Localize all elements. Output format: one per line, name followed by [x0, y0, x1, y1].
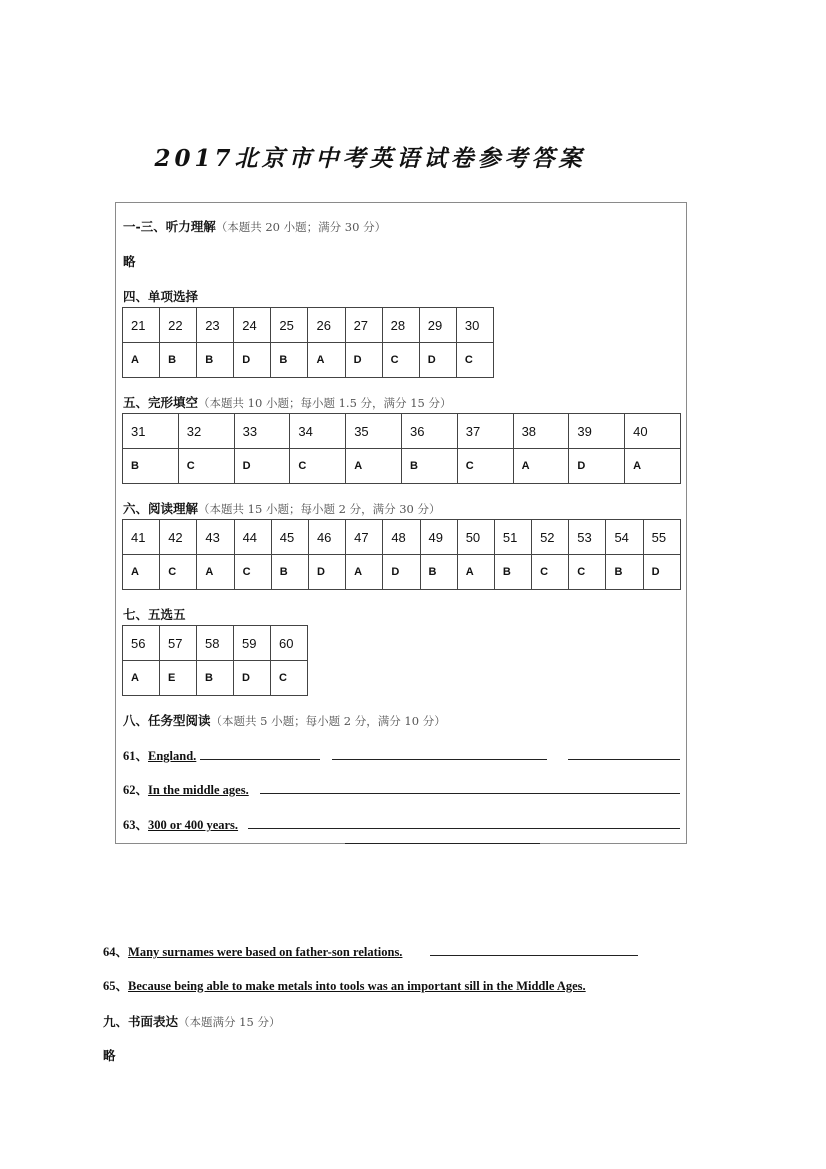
section-writing-note: （本题满分 15 分）: [178, 1015, 281, 1029]
answer-key-cell: D: [383, 555, 420, 590]
section-task-reading-note: （本题共 5 小题；每小题 2 分，满分 10 分）: [210, 714, 446, 728]
answer-key-cell: B: [123, 449, 179, 484]
section-listening-note: （本题共 20 小题；满分 30 分）: [215, 220, 387, 234]
answer-key-row: [123, 343, 494, 378]
answer-key-cell: D: [569, 449, 625, 484]
answer-key-cell: C: [290, 449, 346, 484]
section-single-choice-heading: 四、单项选择: [123, 289, 199, 304]
answer-label: 65、: [103, 979, 129, 993]
answer-key-cell: A: [123, 343, 160, 378]
question-number-cell: 31: [123, 414, 179, 449]
section-cloze-title: 五、完形填空: [123, 395, 199, 410]
question-number-cell: 22: [160, 308, 197, 343]
question-number-cell: 59: [234, 626, 271, 661]
question-number-cell: 56: [123, 626, 160, 661]
question-number-cell: 39: [569, 414, 625, 449]
answer-key-cell: A: [346, 555, 383, 590]
question-number-cell: 45: [271, 520, 308, 555]
answer-key-row: [123, 555, 681, 590]
question-number-row: [123, 626, 308, 661]
question-number-cell: 21: [123, 308, 160, 343]
section-listening-body: 略: [123, 254, 136, 269]
answer-62: [123, 780, 249, 798]
answer-key-cell: B: [420, 555, 457, 590]
question-number-cell: 49: [420, 520, 457, 555]
reading-table: [122, 519, 681, 590]
section-cloze-note: （本题共 10 小题；每小题 1.5 分，满分 15 分）: [198, 396, 452, 410]
question-number-cell: 60: [271, 626, 308, 661]
answer-63: [123, 815, 238, 833]
section-reading-heading: [123, 499, 441, 517]
question-number-cell: 38: [513, 414, 569, 449]
question-number-cell: 46: [308, 520, 345, 555]
answer-underline: [260, 793, 680, 794]
answer-key-cell: A: [457, 555, 494, 590]
answer-underline: [332, 759, 547, 760]
answer-key-cell: D: [419, 343, 456, 378]
question-number-cell: 30: [456, 308, 493, 343]
answer-key-cell: B: [197, 343, 234, 378]
answer-key-cell: C: [382, 343, 419, 378]
question-number-row: [123, 308, 494, 343]
answer-key-cell: C: [234, 555, 271, 590]
answer-key-cell: B: [606, 555, 643, 590]
answer-text: Because being able to make metals into tools was an important sill in the Middle Ages.: [128, 979, 586, 993]
answer-key-cell: D: [308, 555, 345, 590]
answer-65: [103, 976, 586, 994]
answer-key-cell: C: [569, 555, 606, 590]
question-number-cell: 23: [197, 308, 234, 343]
question-number-cell: 50: [457, 520, 494, 555]
question-number-cell: 34: [290, 414, 346, 449]
answer-key-cell: C: [178, 449, 234, 484]
answer-underline: [568, 759, 680, 760]
answer-key-cell: A: [123, 661, 160, 696]
question-number-cell: 36: [401, 414, 457, 449]
answer-key-cell: B: [494, 555, 531, 590]
answer-key-row: [123, 449, 681, 484]
question-number-row: [123, 414, 681, 449]
question-number-cell: 41: [123, 520, 160, 555]
answer-key-cell: C: [532, 555, 569, 590]
answer-key-cell: A: [513, 449, 569, 484]
answer-label: 64、: [103, 945, 129, 959]
section-writing-title: 九、书面表达: [103, 1014, 179, 1029]
question-number-cell: 25: [271, 308, 308, 343]
answer-64: [103, 942, 402, 960]
answer-label: 63、: [123, 818, 149, 832]
question-number-cell: 26: [308, 308, 345, 343]
question-number-cell: 52: [532, 520, 569, 555]
answer-61: [123, 746, 196, 764]
section-listening-heading: [123, 217, 386, 235]
answer-text: In the middle ages.: [148, 783, 249, 797]
answer-underline: [200, 759, 320, 760]
section-task-reading-title: 八、任务型阅读: [123, 713, 211, 728]
answer-key-cell: A: [625, 449, 681, 484]
answer-key-cell: C: [456, 343, 493, 378]
question-number-cell: 33: [234, 414, 290, 449]
answer-underline: [248, 828, 680, 829]
answer-key-cell: D: [234, 449, 290, 484]
answer-key-cell: B: [271, 343, 308, 378]
section-writing-body: 略: [103, 1048, 116, 1063]
answer-key-cell: B: [401, 449, 457, 484]
answer-key-cell: D: [234, 661, 271, 696]
section-cloze-heading: [123, 393, 452, 411]
section-reading-note: （本题共 15 小题；每小题 2 分，满分 30 分）: [198, 502, 441, 516]
section-five-choice-heading: 七、五选五: [123, 607, 186, 622]
answer-key-cell: D: [643, 555, 680, 590]
answer-key-cell: D: [345, 343, 382, 378]
answer-text: England.: [148, 749, 197, 763]
question-number-cell: 51: [494, 520, 531, 555]
question-number-cell: 42: [160, 520, 197, 555]
document-title: 2017北京市中考英语试卷参考答案: [154, 145, 586, 172]
answer-key-cell: E: [160, 661, 197, 696]
frame-bottom-rule: [345, 843, 540, 844]
answer-key-cell: C: [271, 661, 308, 696]
section-task-reading-heading: [123, 711, 446, 729]
question-number-cell: 32: [178, 414, 234, 449]
question-number-cell: 37: [457, 414, 513, 449]
answer-key-cell: A: [197, 555, 234, 590]
answer-text: Many surnames were based on father-son relations.: [128, 945, 403, 959]
question-number-cell: 53: [569, 520, 606, 555]
answer-key-cell: B: [271, 555, 308, 590]
answer-key-cell: D: [234, 343, 271, 378]
answer-key-cell: A: [123, 555, 160, 590]
question-number-cell: 24: [234, 308, 271, 343]
section-writing-heading: [103, 1012, 280, 1030]
question-number-cell: 57: [160, 626, 197, 661]
question-number-cell: 40: [625, 414, 681, 449]
question-number-cell: 58: [197, 626, 234, 661]
question-number-cell: 48: [383, 520, 420, 555]
cloze-table: [122, 413, 681, 484]
answer-key-cell: B: [197, 661, 234, 696]
answer-key-cell: B: [160, 343, 197, 378]
question-number-cell: 54: [606, 520, 643, 555]
answer-text: 300 or 400 years.: [148, 818, 239, 832]
section-listening-title: 一-三、听力理解: [123, 219, 216, 234]
question-number-cell: 43: [197, 520, 234, 555]
question-number-cell: 35: [346, 414, 402, 449]
answer-underline: [430, 955, 638, 956]
five-choice-table: [122, 625, 308, 696]
answer-key-cell: A: [346, 449, 402, 484]
answer-key-cell: C: [457, 449, 513, 484]
question-number-row: [123, 520, 681, 555]
answer-key-cell: C: [160, 555, 197, 590]
question-number-cell: 47: [346, 520, 383, 555]
section-reading-title: 六、阅读理解: [123, 501, 199, 516]
answer-label: 62、: [123, 783, 149, 797]
single-choice-table: [122, 307, 494, 378]
answer-key-cell: A: [308, 343, 345, 378]
question-number-cell: 44: [234, 520, 271, 555]
question-number-cell: 28: [382, 308, 419, 343]
question-number-cell: 55: [643, 520, 680, 555]
question-number-cell: 27: [345, 308, 382, 343]
question-number-cell: 29: [419, 308, 456, 343]
answer-key-row: [123, 661, 308, 696]
answer-label: 61、: [123, 749, 149, 763]
